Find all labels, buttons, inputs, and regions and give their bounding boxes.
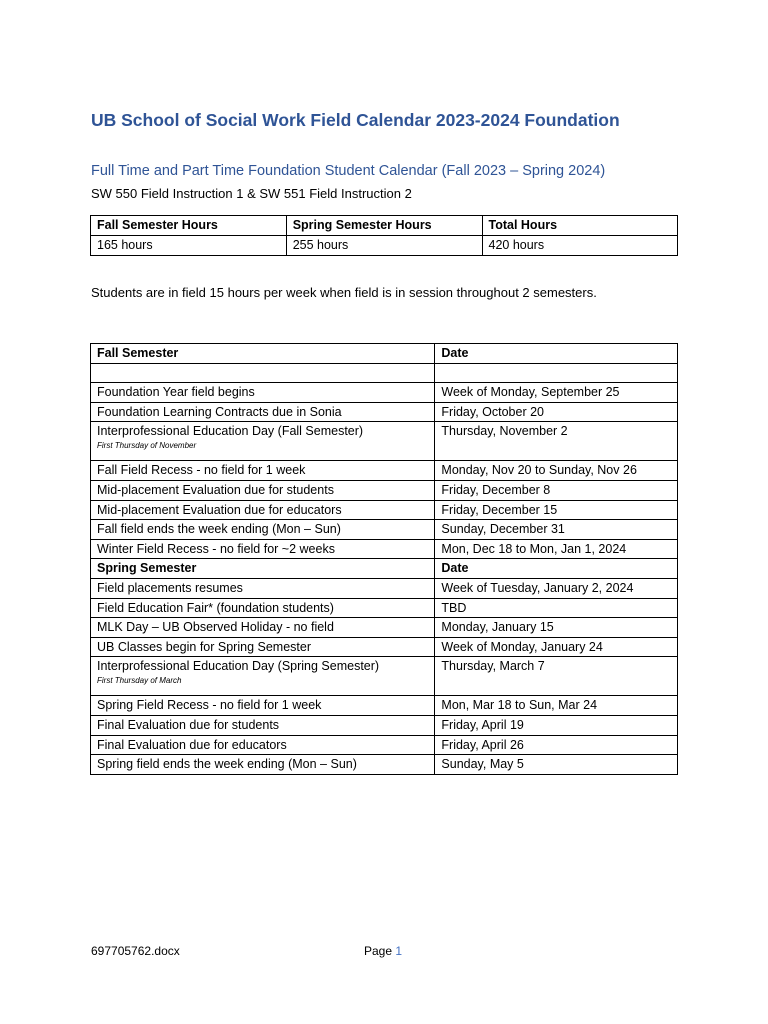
calendar-subtitle: Full Time and Part Time Foundation Student Calendar (Fall 2023 – Spring 2024) bbox=[91, 163, 606, 179]
fall-header-event: Fall Semester bbox=[91, 344, 435, 364]
event-cell: Spring field ends the week ending (Mon – Sun) bbox=[91, 755, 435, 775]
date-cell: Monday, January 15 bbox=[435, 618, 678, 638]
table-row bbox=[91, 402, 678, 422]
event-text: Interprofessional Education Day (Fall Semester) bbox=[97, 424, 364, 439]
date-cell: Friday, October 20 bbox=[435, 402, 678, 422]
event-cell: MLK Day – UB Observed Holiday - no field bbox=[91, 618, 435, 638]
table-row bbox=[91, 715, 678, 735]
hours-value-spring: 255 hours bbox=[286, 236, 482, 256]
date-cell: Week of Monday, September 25 bbox=[435, 383, 678, 403]
event-cell: Spring Field Recess - no field for 1 week bbox=[91, 696, 435, 716]
footer-filename: 697705762.docx bbox=[91, 944, 180, 958]
event-cell bbox=[91, 422, 435, 461]
table-row bbox=[91, 383, 678, 403]
date-cell: Thursday, November 2 bbox=[435, 422, 678, 461]
table-row bbox=[91, 422, 678, 461]
event-cell: Fall Field Recess - no field for 1 week bbox=[91, 461, 435, 481]
page-label: Page bbox=[364, 944, 393, 958]
event-cell: Fall field ends the week ending (Mon – Sun) bbox=[91, 520, 435, 540]
event-cell bbox=[91, 657, 435, 696]
field-hours-note: Students are in field 15 hours per week when field is in session throughout 2 semesters. bbox=[91, 285, 597, 300]
table-row bbox=[91, 539, 678, 559]
date-cell: Sunday, May 5 bbox=[435, 755, 678, 775]
date-cell: Mon, Mar 18 to Sun, Mar 24 bbox=[435, 696, 678, 716]
hours-header-spring: Spring Semester Hours bbox=[286, 216, 482, 236]
date-cell: Friday, December 8 bbox=[435, 480, 678, 500]
event-cell: Field Education Fair* (foundation students) bbox=[91, 598, 435, 618]
spring-header-date: Date bbox=[435, 559, 678, 579]
event-cell: Foundation Learning Contracts due in Sonia bbox=[91, 402, 435, 422]
hours-value-fall: 165 hours bbox=[91, 236, 287, 256]
table-row bbox=[91, 500, 678, 520]
hours-value-row bbox=[91, 236, 678, 256]
hours-header-row bbox=[91, 216, 678, 236]
hours-value-total: 420 hours bbox=[482, 236, 678, 256]
table-row bbox=[91, 461, 678, 481]
empty-row bbox=[91, 363, 678, 383]
document-title: UB School of Social Work Field Calendar 2023-2024 Foundation bbox=[91, 110, 620, 130]
table-row bbox=[91, 657, 678, 696]
table-row bbox=[91, 618, 678, 638]
date-cell: Thursday, March 7 bbox=[435, 657, 678, 696]
table-row bbox=[91, 696, 678, 716]
event-cell: UB Classes begin for Spring Semester bbox=[91, 637, 435, 657]
date-cell: Week of Monday, January 24 bbox=[435, 637, 678, 657]
hours-header-fall: Fall Semester Hours bbox=[91, 216, 287, 236]
date-cell: Week of Tuesday, January 2, 2024 bbox=[435, 578, 678, 598]
calendar-table bbox=[90, 343, 678, 775]
date-cell: Friday, April 26 bbox=[435, 735, 678, 755]
event-subnote: First Thursday of November bbox=[97, 440, 197, 450]
empty-cell bbox=[435, 363, 678, 383]
event-cell: Winter Field Recess - no field for ~2 weeks bbox=[91, 539, 435, 559]
event-cell: Final Evaluation due for educators bbox=[91, 735, 435, 755]
event-subnote: First Thursday of March bbox=[97, 675, 182, 685]
table-row bbox=[91, 578, 678, 598]
table-row bbox=[91, 480, 678, 500]
date-cell: Sunday, December 31 bbox=[435, 520, 678, 540]
footer-page-number bbox=[364, 944, 402, 958]
event-text: Interprofessional Education Day (Spring Semester) bbox=[97, 659, 380, 674]
event-cell: Foundation Year field begins bbox=[91, 383, 435, 403]
table-row bbox=[91, 637, 678, 657]
spring-header-event: Spring Semester bbox=[91, 559, 435, 579]
date-cell: Friday, December 15 bbox=[435, 500, 678, 520]
spring-header-row bbox=[91, 559, 678, 579]
page-number: 1 bbox=[395, 944, 403, 958]
fall-header-date: Date bbox=[435, 344, 678, 364]
event-cell: Field placements resumes bbox=[91, 578, 435, 598]
event-cell: Mid-placement Evaluation due for students bbox=[91, 480, 435, 500]
hours-table bbox=[90, 215, 678, 256]
table-row bbox=[91, 598, 678, 618]
table-row bbox=[91, 755, 678, 775]
table-row bbox=[91, 735, 678, 755]
date-cell: Mon, Dec 18 to Mon, Jan 1, 2024 bbox=[435, 539, 678, 559]
event-cell: Mid-placement Evaluation due for educators bbox=[91, 500, 435, 520]
date-cell: Friday, April 19 bbox=[435, 715, 678, 735]
fall-header-row bbox=[91, 344, 678, 364]
event-cell: Final Evaluation due for students bbox=[91, 715, 435, 735]
table-row bbox=[91, 520, 678, 540]
date-cell: Monday, Nov 20 to Sunday, Nov 26 bbox=[435, 461, 678, 481]
hours-header-total: Total Hours bbox=[482, 216, 678, 236]
date-cell: TBD bbox=[435, 598, 678, 618]
course-line: SW 550 Field Instruction 1 & SW 551 Field Instruction 2 bbox=[91, 186, 412, 201]
empty-cell bbox=[91, 363, 435, 383]
